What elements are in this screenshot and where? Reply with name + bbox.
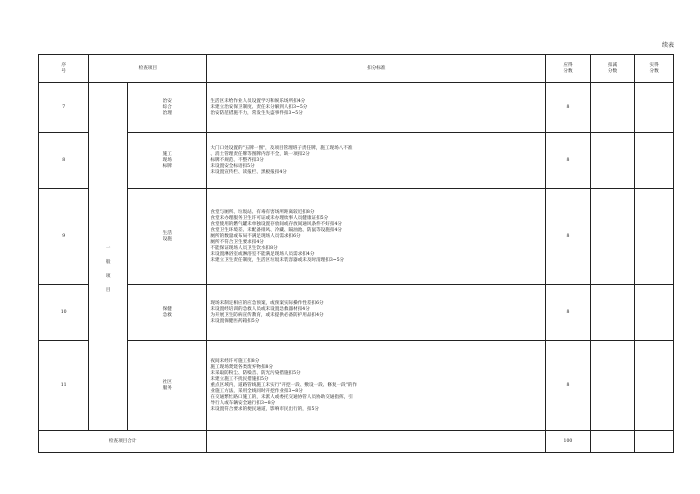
deducted-score [590, 83, 635, 133]
continuation-label: 续表 [661, 42, 674, 49]
total-row [39, 431, 674, 453]
full-score: 8 [546, 341, 591, 431]
actual-score [635, 83, 674, 133]
full-score: 8 [546, 189, 591, 285]
actual-score [635, 189, 674, 285]
total-actual [635, 431, 674, 453]
header-item: 检查项目 [89, 55, 207, 83]
total-deducted [590, 431, 635, 453]
full-score: 8 [546, 285, 591, 341]
sub-item: 治安 综合 治理 [128, 83, 207, 133]
total-criteria-blank [207, 431, 546, 453]
row-number: 9 [39, 189, 89, 285]
table-row [39, 285, 674, 341]
sub-item: 社区 服务 [128, 341, 207, 431]
category-general: 一 般 项 目 [89, 83, 128, 431]
header-deducted: 扣减 分数 [590, 55, 635, 83]
criteria-cell: 生活区未给作业人员设置学习和娱乐场所扣4分 未建立治安保卫制度、责任未分解到人扣3~5分 治安防范措施不力，常发生失盗事件扣3~5分 [207, 83, 546, 133]
row-number: 7 [39, 83, 89, 133]
row-number: 10 [39, 285, 89, 341]
table-row [39, 133, 674, 189]
row-number: 8 [39, 133, 89, 189]
deducted-score [590, 133, 635, 189]
deducted-score [590, 285, 635, 341]
table-row [39, 83, 674, 133]
total-score: 100 [546, 431, 591, 453]
full-score: 8 [546, 83, 591, 133]
sub-item: 生活 设施 [128, 189, 207, 285]
criteria-cell: 食堂与厕所、垃圾站、有毒有害场所距离较近扣8分 食堂未办理服务卫生许可证或未办理炊事人员健康证扣5分 食堂使用的燃气罐未单独设置存放间或存放间通风条件不好扣4分 食堂卫生环境差、未配备排风、冷藏、隔油池、防鼠等设施扣4分 厕所的数量或布局不满足现场人员需求扣6分 厕所不符合卫生要求扣4分 不能保证现场人员卫生饮水扣8分 未设置淋浴室或淋浴室不能满足现场人员需求扣4分 未建立卫生责任制度，生活区垃圾未装容器或未及时清理扣3~5分 [207, 189, 546, 285]
header-row [39, 55, 674, 83]
table-row [39, 189, 674, 285]
inspection-table [38, 54, 674, 453]
deducted-score [590, 189, 635, 285]
header-actual: 实得 分数 [635, 55, 674, 83]
criteria-cell: 大门口处设置的"五牌一图"，及项目管理班子责任牌，施工现场八不准 、消土管理责任牌等图牌内容不全，缺一项扣2分 标牌不规范、不整齐扣3分 未设置安全标语扣5分 未设置宣传栏、读报栏、黑板报扣4分 [207, 133, 546, 189]
table-row [39, 341, 674, 431]
row-number: 11 [39, 341, 89, 431]
actual-score [635, 285, 674, 341]
sub-item: 保健 急救 [128, 285, 207, 341]
header-full-score: 应得 分数 [546, 55, 591, 83]
header-criteria: 扣分标准 [207, 55, 546, 83]
total-label: 检查项目合计 [39, 431, 207, 453]
sub-item: 施工 现场 标牌 [128, 133, 207, 189]
criteria-cell: 现场未制定相应的应急预案，或预案实际操作性差扣6分 未设置经培训的急救人员或未设置急救器材扣4分 为开展卫生防病宣传教育，或未提供必备防护用品扣4分 未设置保健医药箱扣5分 [207, 285, 546, 341]
deducted-score [590, 341, 635, 431]
actual-score [635, 133, 674, 189]
header-no: 序 号 [39, 55, 89, 83]
criteria-cell: 夜间未经许可施工扣8分 施工现场焚烧各类废弃物扣8分 未采取防粉尘、防噪音、防光污染措施扣5分 未建立施工不扰民措施扣5分 重点区域内，道路管线施工未实行"开挖一段、敷设一段、修复一段"的作 业施工方法，采用全线同时开挖作业扣3~8分 在交通繁忙路口施工的，未派人或委托交通协管人员协助交通指挥，引 导行人或车辆安全通行扣3~8分 未设置符合要求的便民通道，影响市民出行的，扣5分 [207, 341, 546, 431]
actual-score [635, 341, 674, 431]
full-score: 8 [546, 133, 591, 189]
